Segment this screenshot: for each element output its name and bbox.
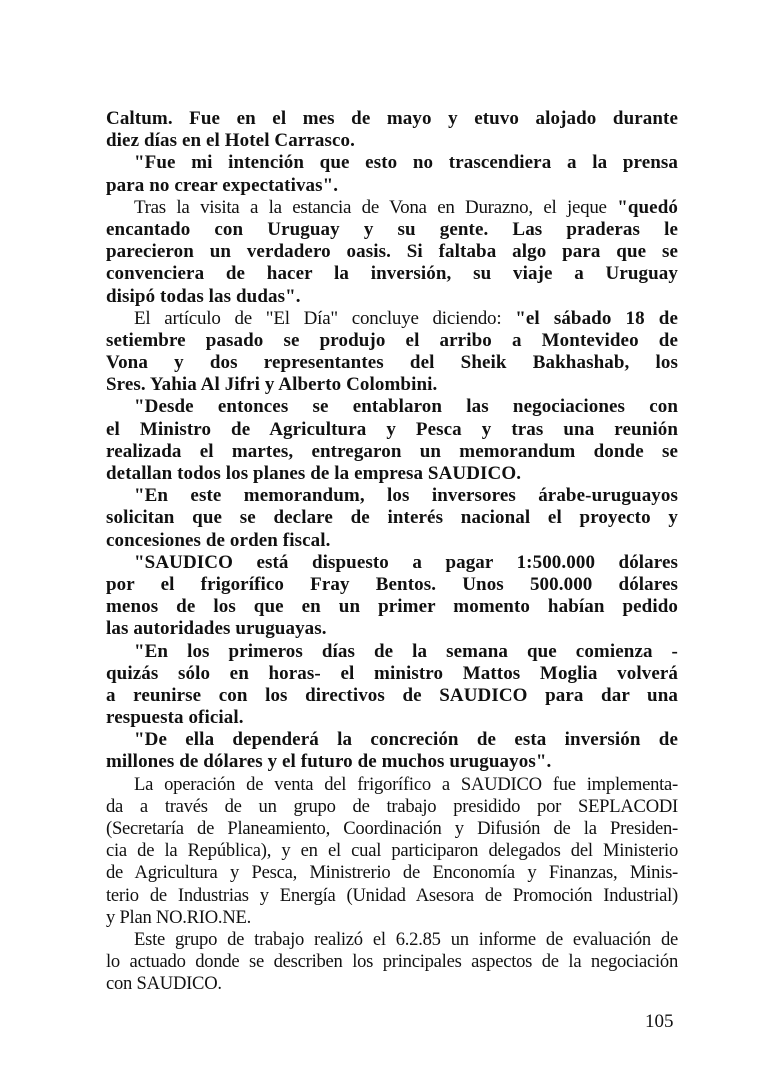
text-line: diez días en el Hotel Carrasco.	[106, 130, 355, 152]
text-line: "De ella dependerá la concreción de esta inversión de	[134, 729, 678, 751]
text-line: quizás sólo en horas- el ministro Mattos Moglia volverá	[106, 662, 678, 684]
text-line: menos de los que en un primer momento habían pedido	[106, 596, 678, 618]
text-line: "Desde entonces se entablaron las negociaciones con	[134, 396, 678, 418]
text-line: solicitan que se declare de interés nacional el proyecto y	[106, 507, 678, 529]
text-line: respuesta oficial.	[106, 707, 244, 729]
text-line: Este grupo de trabajo realizó el 6.2.85 un informe de evaluación de	[134, 928, 678, 950]
text-line: "En este memorandum, los inversores árabe-uruguayos	[134, 485, 678, 507]
text-line: el Ministro de Agricultura y Pesca y tras una reunión	[106, 418, 678, 440]
text-line: "Fue mi intención que esto no trascendiera a la prensa	[134, 152, 678, 174]
text-line: detallan todos los planes de la empresa SAUDICO.	[106, 463, 522, 484]
text-line: Caltum. Fue en el mes de mayo y etuvo alojado durante	[106, 108, 678, 129]
text-line: convenciera de hacer la inversión, su viaje a Uruguay	[106, 263, 678, 285]
text-line: El artículo de "El Día" concluye diciendo: "el sábado 18 de	[134, 307, 679, 329]
text-line: Tras la visita a la estancia de Vona en Durazno, el jeque "quedó	[134, 196, 678, 218]
text-line: parecieron un verdadero oasis. Si faltaba algo para que se	[106, 241, 678, 263]
text-line: con SAUDICO.	[106, 973, 222, 995]
text-line: setiembre pasado se produjo el arribo a Montevideo de	[106, 329, 678, 351]
text-line: da a través de un grupo de trabajo presidido por SEPLACODI	[106, 795, 678, 817]
text-line: disipó todas las dudas".	[106, 285, 301, 307]
page-body-text	[106, 108, 678, 996]
text-line: "En los primeros días de la semana que comienza -	[134, 640, 678, 662]
text-line: terio de Industrias y Energía (Unidad Asesora de Promoción Industrial)	[106, 884, 678, 906]
text-line: y Plan NO.RIO.NE.	[106, 906, 252, 928]
text-line: millones de dólares y el futuro de muchos uruguayos".	[106, 751, 552, 773]
text-line: (Secretaría de Planeamiento, Coordinación y Difusión de la Presiden-	[106, 818, 678, 839]
text-line: a reunirse con los directivos de SAUDICO para dar una	[106, 684, 678, 706]
page-number: 105	[645, 1011, 674, 1032]
text-line: de Agricultura y Pesca, Ministrerio de Enconomía y Finanzas, Minis-	[106, 862, 678, 884]
text-line: La operación de venta del frigorífico a SAUDICO fue implementa-	[134, 773, 678, 795]
text-line: por el frigorífico Fray Bentos. Unos 500.000 dólares	[106, 573, 678, 595]
text-line: Vona y dos representantes del Sheik Bakhashab, los	[106, 352, 678, 374]
text-line: cia de la República), y en el cual participaron delegados del Ministerio	[106, 840, 678, 862]
text-line: lo actuado donde se describen los principales aspectos de la negociación	[106, 951, 678, 973]
text-line: concesiones de orden fiscal.	[106, 529, 331, 551]
text-line: las autoridades uruguayas.	[106, 618, 327, 640]
text-line: encantado con Uruguay y su gente. Las praderas le	[106, 218, 678, 240]
text-line: realizada el martes, entregaron un memorandum donde se	[106, 440, 678, 462]
text-line: "SAUDICO está dispuesto a pagar 1:500.000 dólares	[134, 551, 678, 573]
text-line: para no crear expectativas".	[106, 174, 339, 196]
text-line: Sres. Yahia Al Jifri y Alberto Colombini.	[106, 374, 438, 396]
